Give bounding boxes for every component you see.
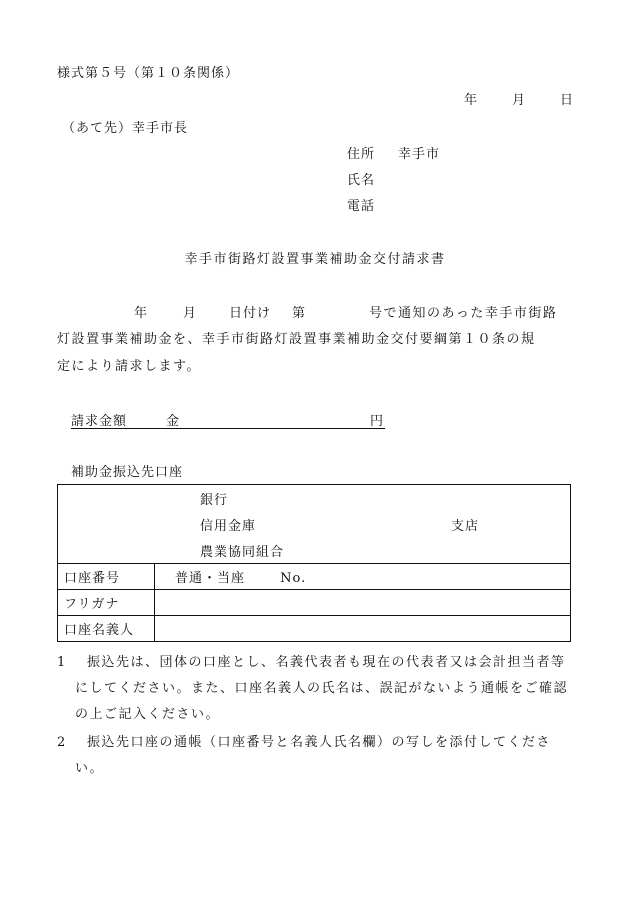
date-day: 日 [560,93,575,108]
account-number-field[interactable] [155,564,571,590]
bank-type-agri-coop: 農業協同組合 [200,545,285,560]
bank-name-cell[interactable] [58,485,571,564]
note-2 [57,730,577,782]
bank-type-bank: 銀行 [200,493,229,508]
form-number: 様式第５号（第１０条関係） [57,66,240,81]
body-year: 年 [134,306,149,321]
amount-underline [71,428,385,429]
furigana-label: フリガナ [58,590,155,616]
note-2-text: 振込先口座の通帳（口座番号と名義人氏名欄）の写しを添付してください。 [75,735,552,776]
account-type: 普通・当座 [175,571,246,586]
address-value: 幸手市 [398,147,441,162]
body-line3: 定により請求します。 [57,359,201,374]
bank-type-credit-union: 信用金庫 [200,519,257,534]
body-number-prefix: 第 [292,306,307,321]
body-line1-rest: 号で通知のあった幸手市街路 [369,306,558,321]
note-1-text: 振込先は、団体の口座とし、名義代表者も現在の代表者又は会計担当者等にしてください。また、口座名義人の氏名は、誤記がないよう通帳をご確認の上ご記入ください。 [75,655,569,722]
account-holder-field[interactable] [155,616,571,642]
branch-label: 支店 [451,519,480,534]
bank-heading: 補助金振込先口座 [71,465,184,480]
date-year: 年 [464,93,479,108]
phone-label: 電話 [347,199,376,214]
furigana-field[interactable] [155,590,571,616]
amount-prefix: 金 [166,414,181,429]
name-label: 氏名 [347,173,376,188]
date-month: 月 [512,93,527,108]
note-1 [57,650,577,728]
addressee: （あて先）幸手市長 [62,121,189,136]
amount-label: 請求金額 [71,414,128,429]
bank-account-table [57,484,571,642]
note-1-number: 1 [57,655,67,670]
address-label: 住所 [347,147,376,162]
amount-suffix: 円 [370,414,385,429]
document-title: 幸手市街路灯設置事業補助金交付請求書 [184,252,446,267]
number-label: No. [280,571,307,586]
body-line2: 灯設置事業補助金を、幸手市街路灯設置事業補助金交付要綱第１０条の規 [57,332,536,347]
body-month: 月 [183,306,198,321]
note-2-number: 2 [57,735,67,750]
body-day: 日付け [229,306,272,321]
account-number-label: 口座番号 [58,564,155,590]
account-holder-label: 口座名義人 [58,616,155,642]
